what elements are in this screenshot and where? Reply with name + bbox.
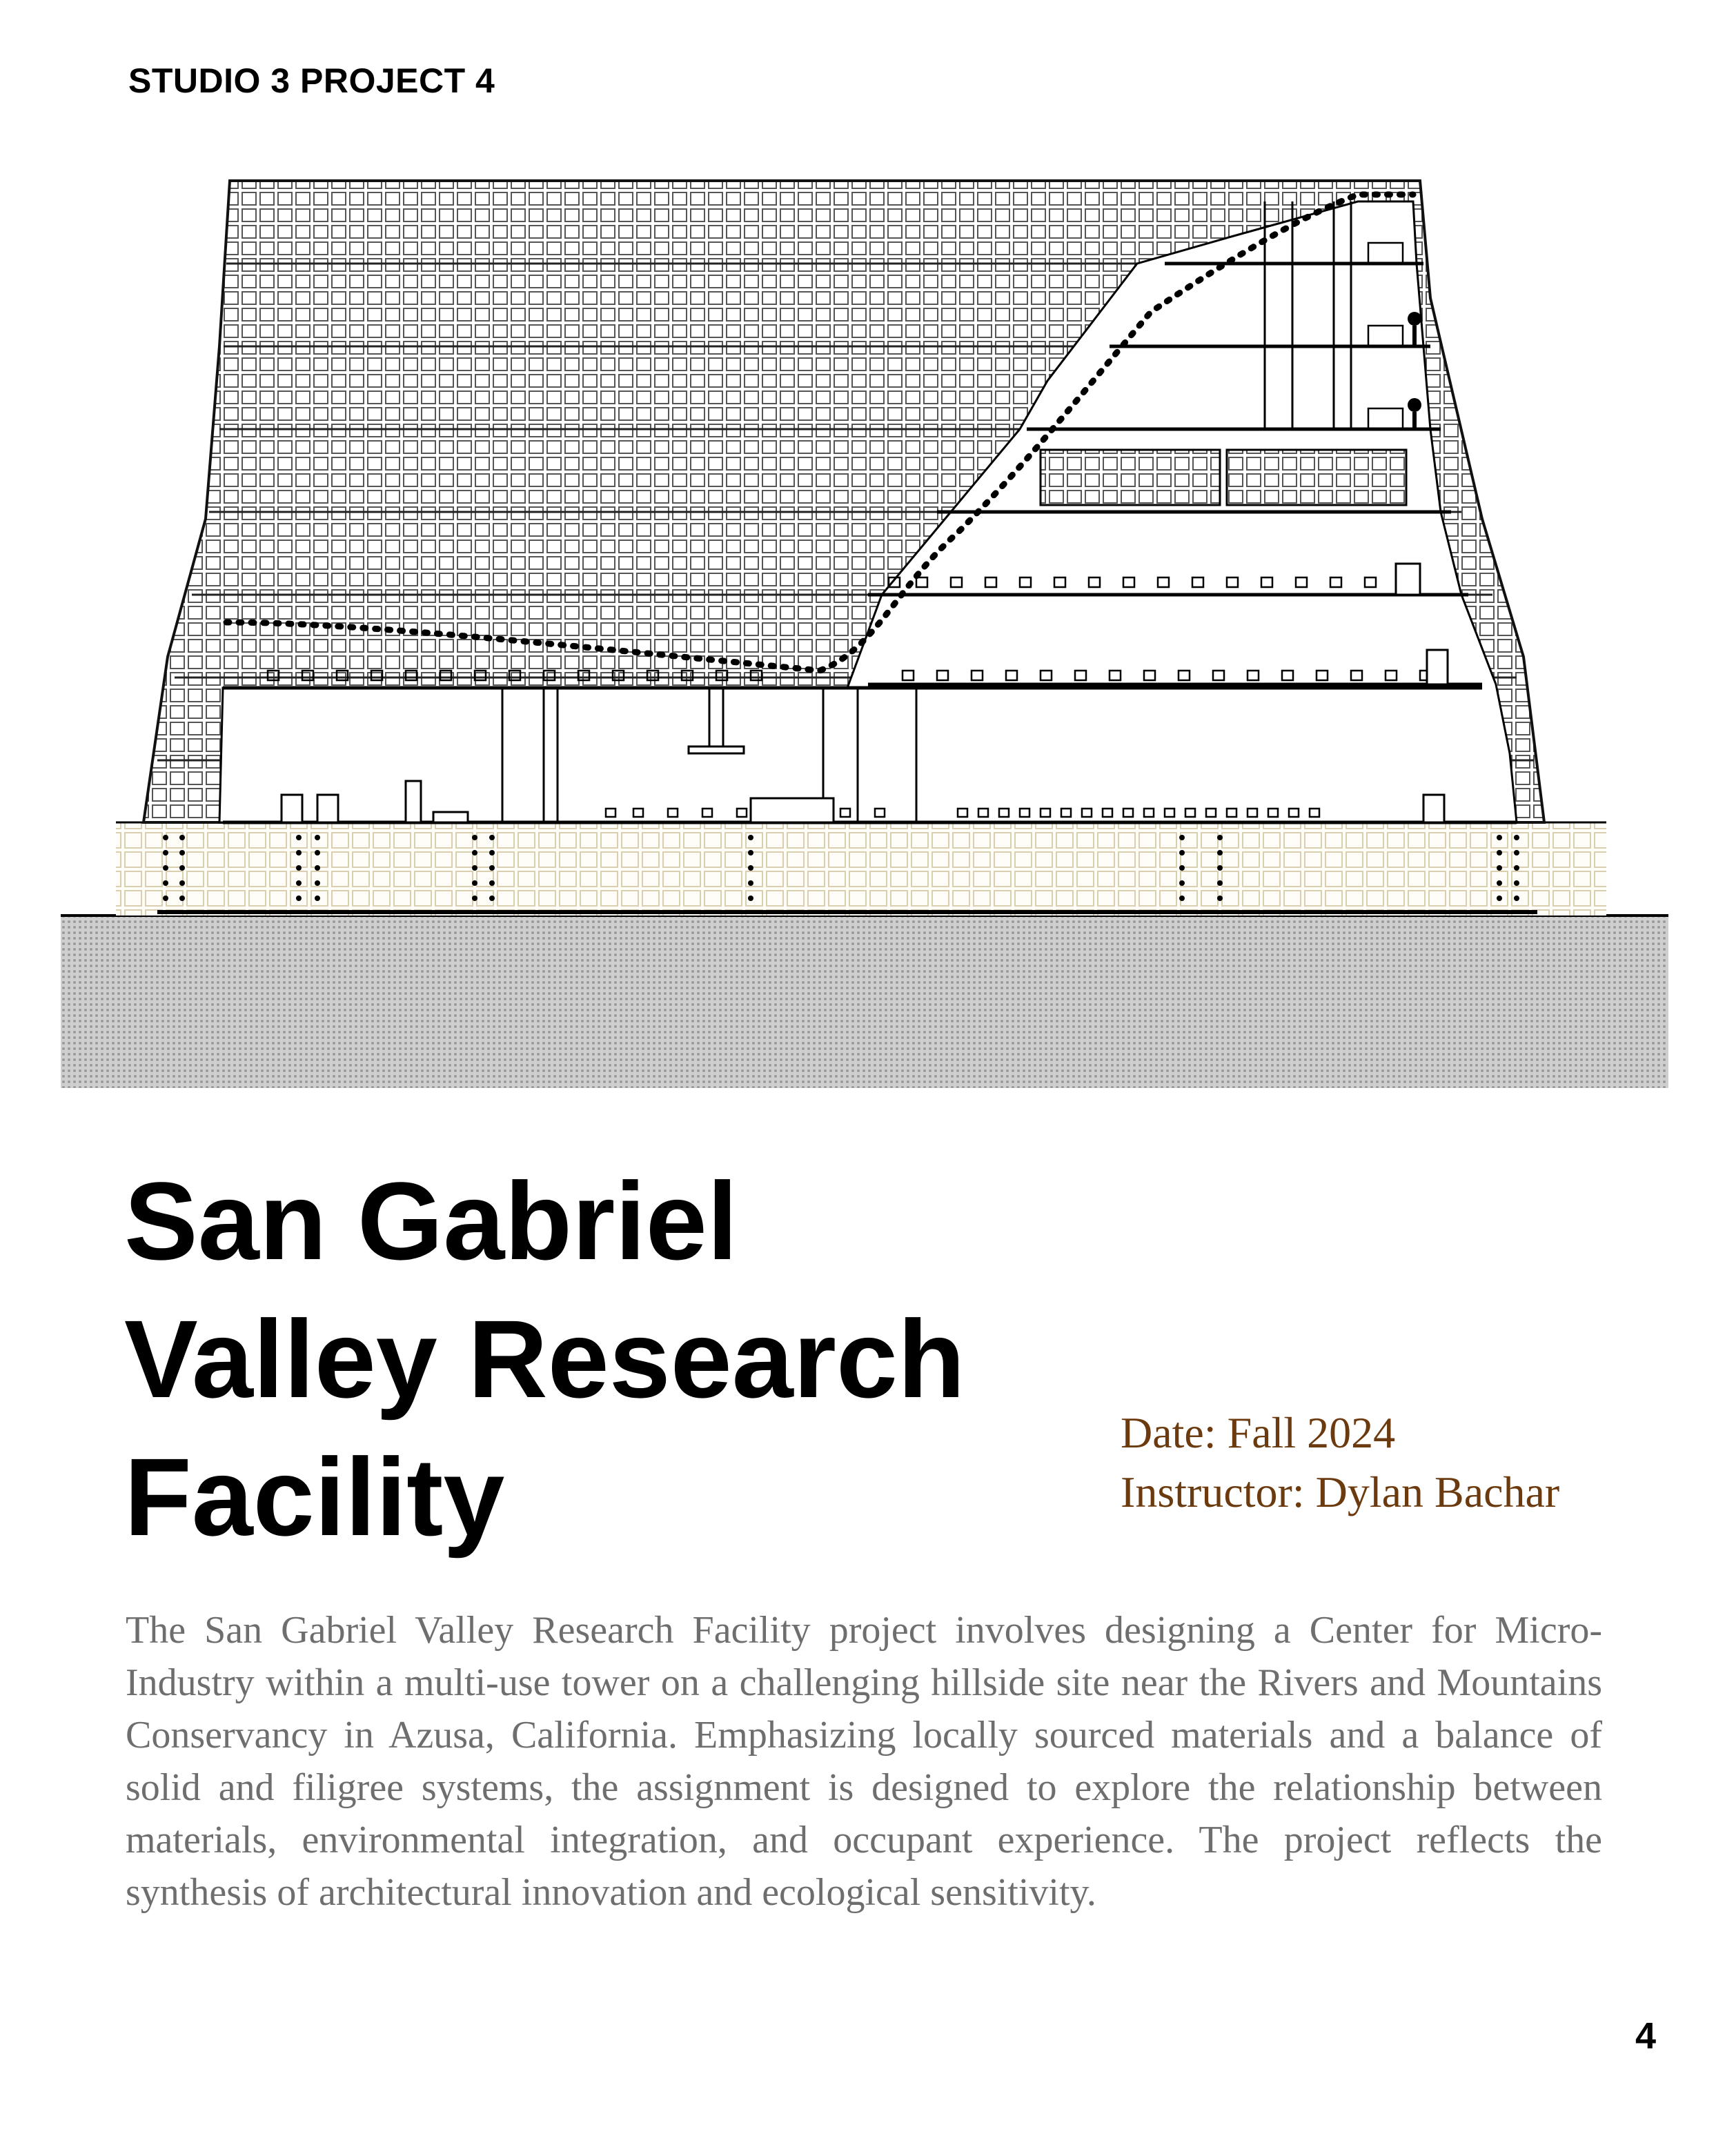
- section-drawing: [61, 174, 1668, 1091]
- project-label: STUDIO 3 PROJECT 4: [128, 61, 495, 100]
- section-drawing-svg: [61, 174, 1668, 1091]
- ground-fill: [61, 916, 1668, 1088]
- title-line-3: Facility: [124, 1435, 505, 1559]
- foundation-band: [116, 822, 1606, 916]
- project-meta: [1121, 1403, 1559, 1522]
- page-title: [124, 1152, 1090, 1566]
- project-instructor: Instructor: Dylan Bachar: [1121, 1467, 1560, 1516]
- project-date: Date: Fall 2024: [1121, 1408, 1396, 1457]
- page-number: 4: [1635, 2015, 1656, 2057]
- title-line-1: San Gabriel: [124, 1159, 738, 1283]
- title-line-2: Valley Research: [124, 1297, 965, 1421]
- project-description: The San Gabriel Valley Research Facility project involves designing a Center for Micro-Industry within a multi-use tower on a challenging hillside site near the Rivers and Mountains Conservancy in Azusa, California. Emphasizing locally sourced materials and a balance of solid and filigree systems, the assignment is designed to explore the relationship between materials, environmental integration, and occupant experience. The project reflects the synthesis of architectural innovation and ecological sensitivity.: [126, 1609, 1602, 1914]
